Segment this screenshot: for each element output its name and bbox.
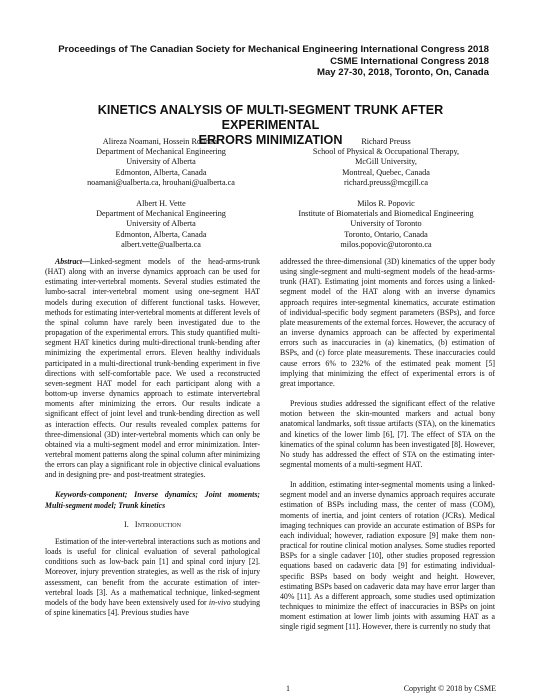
author-email: noamani@ualberta.ca, hrouhani@ualberta.ca [87, 177, 235, 187]
author-department: Department of Mechanical Engineering [96, 147, 226, 157]
author-email: albert.vette@ualberta.ca [121, 239, 201, 249]
right-paragraph-1: addressed the three-dimensional (3D) kinematics of the upper body using single-segment and multi-segment models of the head-arms-trunk (HAT). Estimating joint moments and forces using a linked-segment model of the HAT along with an inverse dynamics approach requires inter-segmental kinematics, accurate estimation of individual-specific body segment parameters (BSPs), and force plate measurements of the external forces. However, the accuracy of an inverse dynamics approach can be affected by experimental errors such as inaccuracies in (a) kinematics, (b) estimation of BSPs, and (c) force plate measurements. These inaccuracies could cause errors 6% to 232% of the estimated peak moment [5] implying that minimizing the effect of experimental errors is of great importance. [280, 257, 495, 388]
author-block-3 [66, 199, 256, 250]
author-name: Milos R. Popovic [357, 199, 415, 208]
title-line-2: ERRORS MINIMIZATION [198, 133, 343, 147]
page-number: 1 [286, 684, 290, 693]
author-location: Montreal, Quebec, Canada [342, 167, 430, 177]
intro-text-italic: in-vivo [208, 597, 231, 607]
author-department: Institute of Biomaterials and Biomedical Engineering [298, 209, 474, 219]
author-name: Richard Preuss [361, 137, 411, 146]
left-column [45, 257, 260, 618]
abstract-dash: — [82, 257, 90, 266]
author-institution: University of Toronto [350, 219, 422, 229]
author-department: Department of Mechanical Engineering [96, 209, 226, 219]
section-title: Introduction [134, 519, 181, 529]
conference-line-3: May 27-30, 2018, Toronto, On, Canada [316, 67, 489, 79]
author-location: Edmonton, Alberta, Canada [115, 229, 207, 239]
title-line-1: KINETICS ANALYSIS OF MULTI-SEGMENT TRUNK AFTER EXPERIMENTAL [97, 103, 444, 132]
author-institution: University of Alberta [126, 157, 196, 167]
abstract-label: Abstract [55, 257, 83, 266]
author-name: Albert H. Vette [136, 199, 186, 208]
section-heading-introduction [45, 520, 260, 530]
conference-header [58, 44, 489, 79]
keywords-text: Inverse dynamics; Joint moments; Multi-segment model; Trunk kinetics [45, 490, 260, 510]
keywords-paragraph [45, 490, 260, 510]
conference-line-2: CSME International Congress 2018 [330, 55, 489, 67]
abstract-paragraph [45, 257, 260, 480]
conference-line-1: Proceedings of The Canadian Society for Mechanical Engineering International Congress 2018 [58, 44, 489, 55]
right-paragraph-2: Previous studies addressed the significant effect of the relative motion between the skin-mounted markers and actual bony anatomical landmarks, soft tissue artifacts (STA), on the kinematics and kinetics of the lower limb [6], [7]. The effect of STA on the kinematics of the spinal column has been investigated [8]. However, No study has addressed the effect of STA on the estimating inter-segmental moments of a multi-segment HAT. [280, 399, 495, 469]
author-block-2 [286, 137, 486, 188]
author-block-1 [66, 137, 256, 188]
keywords-label: Keywords-component; [55, 490, 128, 500]
author-institution: McGill University, [355, 157, 417, 167]
section-number: I. [124, 519, 129, 529]
intro-text-b: studying of spine kinematics [4]. Previous studies have [45, 597, 260, 617]
author-location: Toronto, Ontario, Canada [344, 229, 428, 239]
right-column [280, 257, 495, 632]
right-paragraph-3: In addition, estimating inter-segmental moments using a linked-segment model and an inverse dynamics approach requires accurate estimation of BSPs including mass, the center of mass (COM), moments of inertia, and joint centers of rotation (JCRs). Medical imaging techniques can provide an accurate estimation of BSPs for each individual; however, radiation exposure [9] make them non-practical for routine clinical motion analyses. Some studies reported BSPs for a single cadaver [10], other studies proposed regression equations based on cadaveric data [9] for estimating individual-specific BSPs based on body weight and height. However, estimating BSPs based on cadaveric data may have error larger than 40% [11]. As a different approach, some studies used optimization techniques to minimize the effect of inaccuracies in BSPs on joint moment estimation at lower limb joints with assuming HAT as a single rigid segment [11]. However, there is currently no study that [280, 480, 495, 632]
intro-paragraph [45, 537, 260, 618]
author-institution: University of Alberta [126, 219, 196, 229]
copyright-notice: Copyright © 2018 by CSME [403, 684, 496, 693]
author-name: Alireza Noamani, Hossein Rouhani [102, 137, 220, 146]
author-location: Edmonton, Alberta, Canada [115, 167, 207, 177]
author-department: School of Physical & Occupational Therapy, [312, 147, 460, 157]
intro-text-a: Estimation of the inter-vertebral interactions such as motions and loads is useful for clinical evaluation of several pathological conditions such as low-back pain [1] and spinal cord injury [2]. Moreover, injury prevention strategies, as well as the risk of injury assessment, can benefit from the accurate estimation of inter-vertebral loads [3]. As a mathematical technique, linked-segment models of the body have been extensively used for [45, 536, 260, 607]
author-email: richard.preuss@mcgill.ca [344, 177, 428, 187]
author-block-4 [281, 199, 491, 250]
abstract-text: Linked-segment models of the head-arms-trunk (HAT) along with an inverse dynamics approach can be used for estimating inter-vertebral moments. Several studies estimated the lumbo-sacral inter-vertebral moment using one-segment HAT models during execution of different functional tasks. However, methods for estimating inter-vertebral moments at different levels of the spinal column have rarely been investigated due to the propagation of the experimental errors. This study quantified multi-segment HAT kinetics during multi-directional trunk-bending after minimizing the experimental errors. Eleven healthy individuals participated in a multi-directional trunk-bending experiment in five directions with self-comfortable pace. We used a reconstructed seven-segment HAT model for each participant along with a bottom-up inverse dynamics approach to estimate intervertebral moments after minimizing the errors. Our results indicate a significant effect of joint level and trunk-bending direction as well as interaction effects. Our results revealed complex patterns for three-dimensional (3D) inter-vertebral moments which can only be obtained via a multi-segment model and error minimization. Inter-vertebral moment patterns along the spinal column after minimizing the errors can play a significant role in objective clinical evaluations and in designing pre- and post-treatment strategies. [45, 257, 260, 480]
author-email: milos.popovic@utoronto.ca [340, 239, 432, 249]
